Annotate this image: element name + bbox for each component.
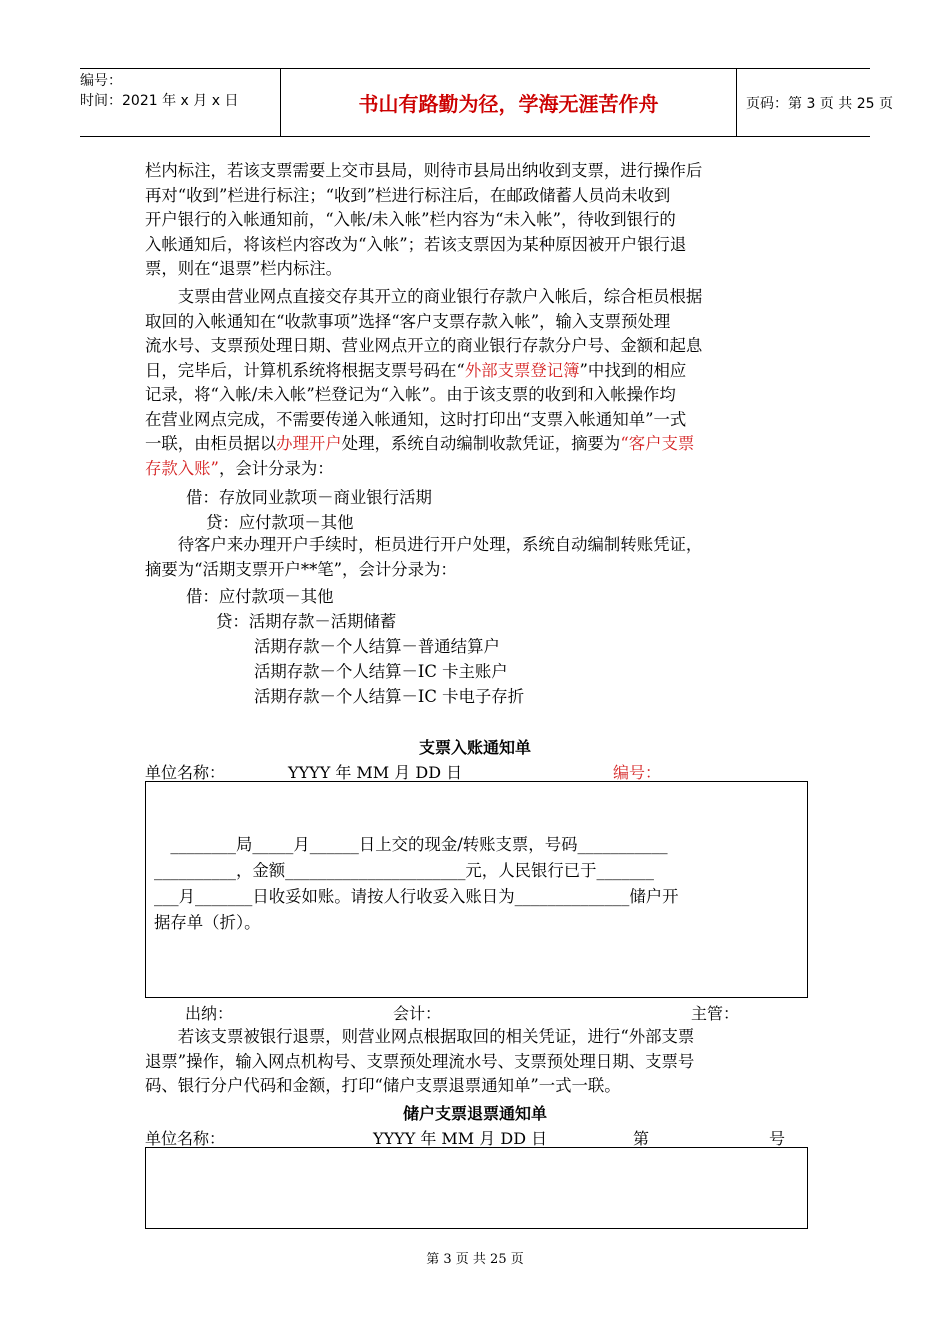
form-title: 支票入账通知单 — [418, 738, 531, 757]
header-time: 时间：2021 年 x 月 x 日 — [80, 93, 239, 109]
highlight-open-account: 办理开户 — [276, 434, 342, 453]
journal-credit: 贷：应付款项－其他 — [206, 513, 354, 532]
form-unit-label: 单位名称： — [145, 763, 226, 782]
form-no-prefix: 第 — [633, 1129, 650, 1148]
signature-supervisor: 主管： — [691, 1004, 740, 1023]
form-number-label: 编号： — [613, 763, 662, 782]
text-line: 入帐通知后，将该栏内容改为“入帐”；若该支票因为某种原因被开户银行退 — [145, 234, 687, 254]
text-line: 摘要为“活期支票开户**笔”，会计分录为： — [145, 559, 457, 579]
text-line: 再对“收到”栏进行标注；“收到”栏进行标注后，在邮政储蓄人员尚未收到 — [145, 185, 671, 205]
text-line: 支票由营业网点直接交存其开立的商业银行存款户入帐后，综合柜员根据 — [145, 287, 703, 306]
text-line: 退票”操作，输入网点机构号、支票预处理流水号、支票预处理日期、支票号 — [145, 1051, 695, 1071]
text-line — [145, 432, 807, 457]
text-line: 开户银行的入帐通知前，“入帐/未入帐”栏内容为“未入帐”，待收到银行的 — [145, 210, 676, 229]
paragraph-1 — [145, 159, 807, 282]
journal-credit: 贷：活期存款－活期储蓄 — [216, 612, 397, 631]
text-line: 取回的入帐通知在“收款事项”选择“客户支票存款入帐”，输入支票预处理 — [145, 311, 671, 331]
form-no-suffix: 号 — [769, 1129, 786, 1148]
text-line: 票，则在“退票”栏内标注。 — [145, 259, 343, 278]
header-motto: 书山有路勤为径，学海无涯苦作舟 — [358, 92, 659, 116]
text-line: 在营业网点完成，不需要传递入帐通知，这时打印出“支票入帐通知单”一式 — [145, 409, 687, 429]
form-line: ________局_____月______日上交的现金/转账支票，号码___________ — [154, 835, 668, 854]
signature-accountant: 会计： — [393, 1004, 442, 1023]
form-line: ___月_______日收妥如账。请按人行收妥入账日为______________储户开 — [154, 887, 679, 906]
signature-cashier: 出纳： — [185, 1004, 234, 1023]
header-divider — [736, 69, 737, 136]
paragraph-4 — [145, 1025, 807, 1099]
page-header — [80, 68, 893, 137]
text-run: 一联，由柜员据以 — [145, 434, 277, 453]
form-line: 据存单（折）。 — [154, 913, 261, 932]
text-run: 处理，系统自动编制收款凭证，摘要为 — [341, 434, 621, 453]
form-unit-label: 单位名称： — [145, 1129, 226, 1148]
text-line: 栏内标注，若该支票需要上交市县局，则待市县局出纳收到支票，进行操作后 — [145, 161, 703, 180]
page-footer: 第 3 页 共 25 页 — [426, 1252, 524, 1267]
text-run: ”中找到的相应 — [579, 360, 687, 380]
journal-debit: 借：存放同业款项－商业银行活期 — [186, 488, 432, 507]
highlight-summary: 存款入账” — [145, 458, 219, 478]
notice-form-box — [145, 781, 808, 998]
text-line — [145, 457, 807, 482]
highlight-register-book: 外部支票登记簿 — [464, 360, 580, 380]
text-line: 待客户来办理开户手续时，柜员进行开户处理，系统自动编制转账凭证， — [145, 535, 703, 554]
paragraph-3 — [145, 533, 807, 582]
form-title: 储户支票退票通知单 — [402, 1104, 547, 1123]
header-meta — [80, 69, 280, 138]
journal-credit: 活期存款－个人结算－IC 卡主账户 — [254, 662, 508, 681]
text-line — [145, 359, 807, 384]
form-line: __________，金额______________________元，人民银行已于_______ — [154, 861, 654, 880]
highlight-summary: “客户支票 — [620, 434, 695, 453]
refund-form-box — [145, 1147, 808, 1229]
journal-debit: 借：应付款项－其他 — [186, 587, 334, 606]
header-number-label: 编号： — [80, 73, 122, 89]
text-line: 码、银行分户代码和金额，打印“储户支票退票通知单”一式一联。 — [145, 1076, 621, 1095]
text-run: ，会计分录为： — [218, 458, 334, 478]
journal-credit: 活期存款－个人结算－普通结算户 — [254, 637, 500, 656]
text-run: 日，完毕后，计算机系统将根据支票号码在“ — [145, 360, 465, 380]
text-line: 记录，将“入帐/未入帐”栏登记为“入帐”。由于该支票的收到和入帐操作均 — [145, 385, 676, 404]
form-date: YYYY 年 MM 月 DD 日 — [288, 763, 463, 782]
form-date: YYYY 年 MM 月 DD 日 — [373, 1129, 548, 1148]
text-line: 流水号、支票预处理日期、营业网点开立的商业银行存款分户号、金额和起息 — [145, 336, 703, 355]
journal-credit: 活期存款－个人结算－IC 卡电子存折 — [254, 687, 525, 706]
paragraph-2 — [145, 285, 807, 481]
text-line: 若该支票被银行退票，则营业网点根据取回的相关凭证，进行“外部支票 — [145, 1027, 695, 1046]
header-page-info: 页码：第 3 页 共 25 页 — [746, 95, 893, 112]
